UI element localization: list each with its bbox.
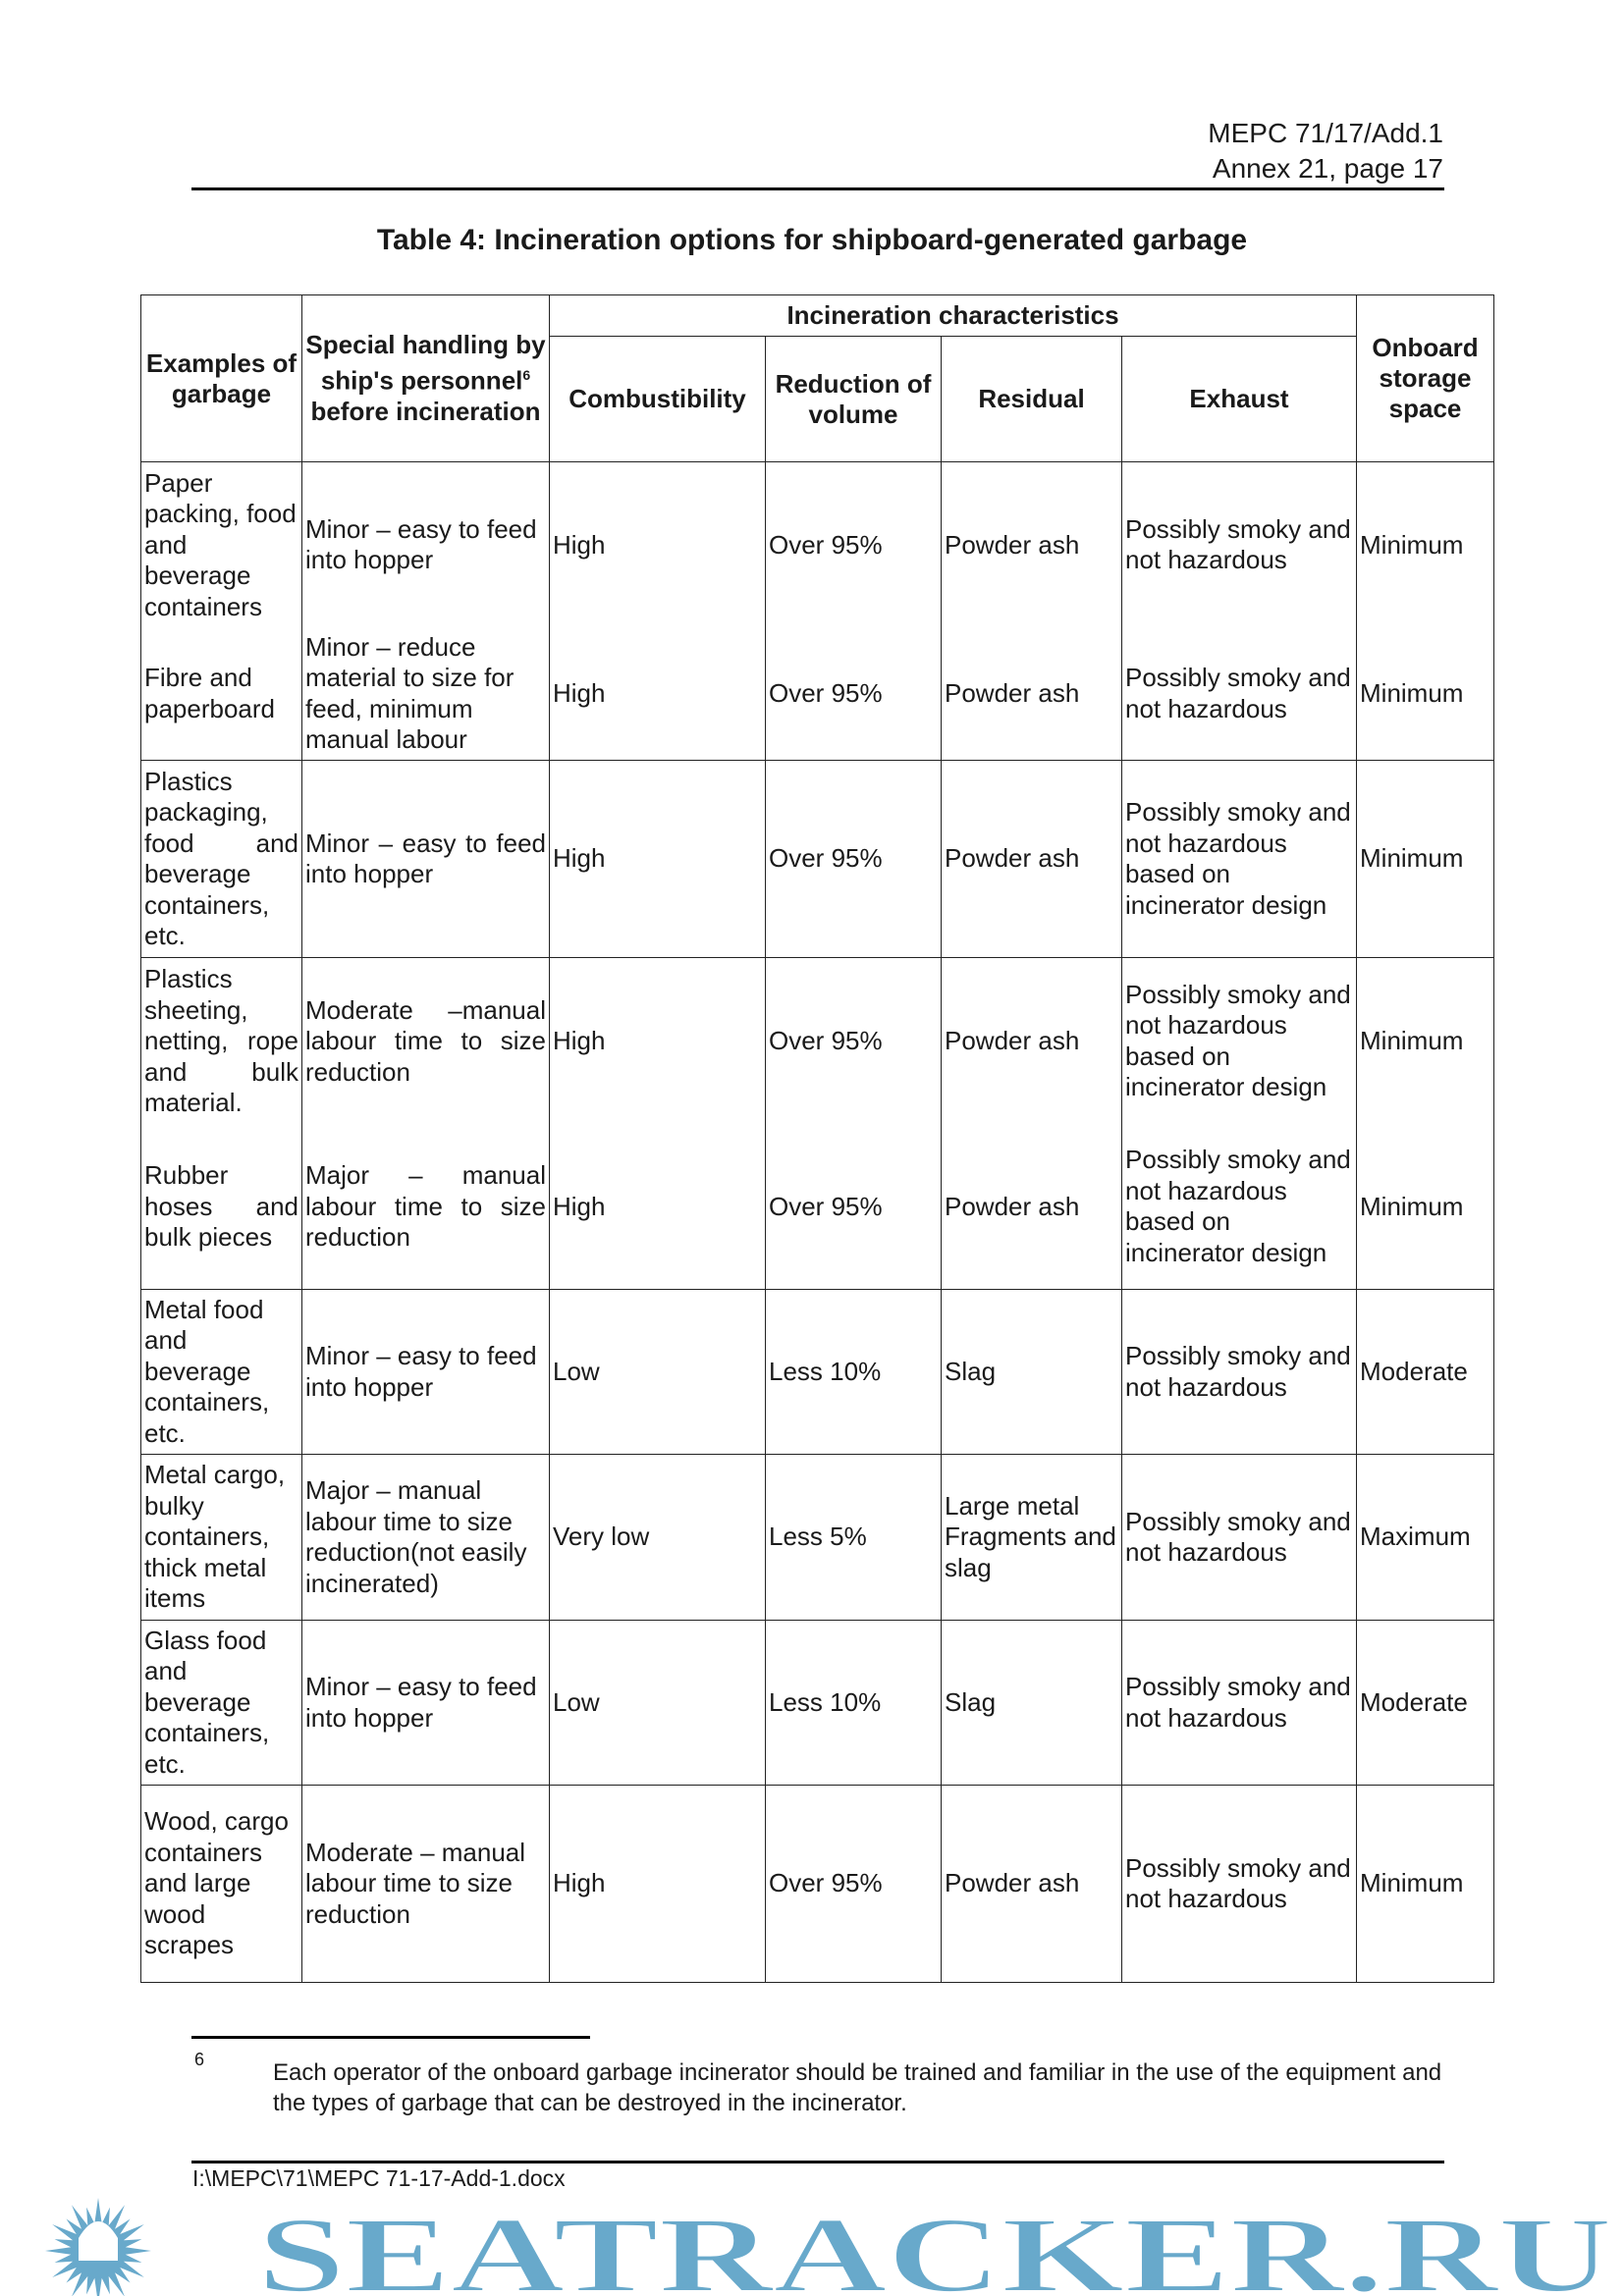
cell-combustibility: High	[550, 628, 766, 761]
cell-storage: Maximum	[1357, 1455, 1494, 1621]
table-title: Table 4: Incineration options for shipboard-generated garbage	[376, 224, 1248, 256]
header-special-handling-after: before incineration	[310, 396, 541, 426]
page-reference: Annex 21, page 17	[1212, 153, 1443, 184]
cell-residual: Powder ash	[942, 761, 1122, 958]
cell-combustibility: High	[550, 1786, 766, 1983]
cell-reduction: Over 95%	[766, 761, 942, 958]
document-reference: MEPC 71/17/Add.1	[1208, 118, 1443, 148]
cell-example: Plastics sheeting, netting, rope and bulk material.	[141, 958, 302, 1125]
footnote-text: Each operator of the onboard garbage incinerator should be trained and familiar in the use of the equipment and the types of garbage that can be destroyed in the incinerator.	[273, 2059, 1442, 2116]
cell-example: Plastics packaging, food and beverage containers, etc.	[141, 761, 302, 958]
cell-example: Metal cargo, bulky containers, thick metal items	[141, 1455, 302, 1621]
cell-storage: Minimum	[1357, 958, 1494, 1125]
header-reduction: Reduction of volume	[766, 337, 942, 462]
cell-handling: Minor – easy to feed into hopper	[302, 1621, 550, 1786]
header-incineration-characteristics: Incineration characteristics	[550, 295, 1357, 337]
cell-combustibility: Very low	[550, 1455, 766, 1621]
cell-handling: Moderate –manual labour time to size reduction	[302, 958, 550, 1125]
cell-exhaust: Possibly smoky and not hazardous based on incinerator design	[1122, 1125, 1357, 1290]
cell-exhaust: Possibly smoky and not hazardous based on incinerator design	[1122, 761, 1357, 958]
seatracker-watermark	[0, 2197, 1624, 2296]
footer-file-path: I:\MEPC\71\MEPC 71-17-Add-1.docx	[192, 2165, 566, 2191]
cell-residual: Powder ash	[942, 628, 1122, 761]
sun-rays-icon	[45, 2198, 151, 2296]
cell-handling: Major – manual labour time to size reduction(not easily incinerated)	[302, 1455, 550, 1621]
cell-example: Rubber hoses and bulk pieces	[141, 1125, 302, 1290]
cell-example: Paper packing, food and beverage containers	[141, 462, 302, 628]
footer-rule	[191, 2161, 1444, 2163]
cell-handling: Minor – reduce material to size for feed, minimum manual labour	[302, 628, 550, 761]
footnote-number: 6	[194, 2050, 205, 2069]
cell-reduction: Over 95%	[766, 628, 942, 761]
watermark-text: SEATRACKER.RU	[257, 2197, 1612, 2296]
cell-reduction: Less 10%	[766, 1621, 942, 1786]
cell-storage: Minimum	[1357, 1125, 1494, 1290]
cell-combustibility: Low	[550, 1290, 766, 1455]
cell-exhaust: Possibly smoky and not hazardous	[1122, 1621, 1357, 1786]
header-exhaust: Exhaust	[1122, 337, 1357, 462]
cell-reduction: Over 95%	[766, 1125, 942, 1290]
header-special-handling-text: Special handling by ship's personnel	[305, 330, 546, 396]
cell-storage: Moderate	[1357, 1290, 1494, 1455]
cell-storage: Minimum	[1357, 628, 1494, 761]
footnote-ref: 6	[522, 367, 531, 384]
cell-combustibility: High	[550, 761, 766, 958]
cell-example: Glass food and beverage containers, etc.	[141, 1621, 302, 1786]
cell-residual: Powder ash	[942, 958, 1122, 1125]
cell-reduction: Over 95%	[766, 958, 942, 1125]
sun-dome-icon	[79, 2221, 118, 2261]
cell-exhaust: Possibly smoky and not hazardous based on incinerator design	[1122, 958, 1357, 1125]
table-row	[141, 628, 1494, 761]
table-row	[141, 958, 1494, 1125]
cell-exhaust: Possibly smoky and not hazardous	[1122, 1786, 1357, 1983]
table-row	[141, 1290, 1494, 1455]
cell-exhaust: Possibly smoky and not hazardous	[1122, 1290, 1357, 1455]
sun-logo-icon	[45, 2198, 151, 2296]
cell-reduction: Less 10%	[766, 1290, 942, 1455]
cell-exhaust: Possibly smoky and not hazardous	[1122, 628, 1357, 761]
cell-reduction: Over 95%	[766, 1786, 942, 1983]
cell-residual: Slag	[942, 1621, 1122, 1786]
cell-handling: Moderate – manual labour time to size reduction	[302, 1786, 550, 1983]
header-onboard-storage: Onboard storage space	[1357, 295, 1494, 462]
table-row	[141, 761, 1494, 958]
footnote-rule	[191, 2036, 590, 2039]
cell-exhaust: Possibly smoky and not hazardous	[1122, 1455, 1357, 1621]
table-row	[141, 1786, 1494, 1983]
header-examples: Examples of garbage	[141, 295, 302, 462]
cell-residual: Powder ash	[942, 462, 1122, 628]
cell-residual: Powder ash	[942, 1125, 1122, 1290]
incineration-options-table	[140, 294, 1494, 1983]
table-row	[141, 462, 1494, 628]
cell-storage: Moderate	[1357, 1621, 1494, 1786]
cell-residual: Powder ash	[942, 1786, 1122, 1983]
cell-storage: Minimum	[1357, 761, 1494, 958]
cell-storage: Minimum	[1357, 1786, 1494, 1983]
header-rule	[191, 187, 1444, 190]
table-row	[141, 1125, 1494, 1290]
cell-handling: Minor – easy to feed into hopper	[302, 1290, 550, 1455]
cell-residual: Large metal Fragments and slag	[942, 1455, 1122, 1621]
cell-combustibility: High	[550, 462, 766, 628]
cell-handling: Minor – easy to feed into hopper	[302, 462, 550, 628]
cell-example: Metal food and beverage containers, etc.	[141, 1290, 302, 1455]
cell-combustibility: High	[550, 958, 766, 1125]
table-row	[141, 1621, 1494, 1786]
cell-residual: Slag	[942, 1290, 1122, 1455]
cell-combustibility: High	[550, 1125, 766, 1290]
cell-storage: Minimum	[1357, 462, 1494, 628]
cell-reduction: Less 5%	[766, 1455, 942, 1621]
header-special-handling	[302, 295, 550, 462]
cell-handling: Major – manual labour time to size reduction	[302, 1125, 550, 1290]
cell-exhaust: Possibly smoky and not hazardous	[1122, 462, 1357, 628]
cell-combustibility: Low	[550, 1621, 766, 1786]
cell-handling: Minor – easy to feed into hopper	[302, 761, 550, 958]
header-combustibility: Combustibility	[550, 337, 766, 462]
cell-example: Wood, cargo containers and large wood scrapes	[141, 1786, 302, 1983]
cell-reduction: Over 95%	[766, 462, 942, 628]
header-residual: Residual	[942, 337, 1122, 462]
cell-example: Fibre and paperboard	[141, 628, 302, 761]
table-row	[141, 1455, 1494, 1621]
